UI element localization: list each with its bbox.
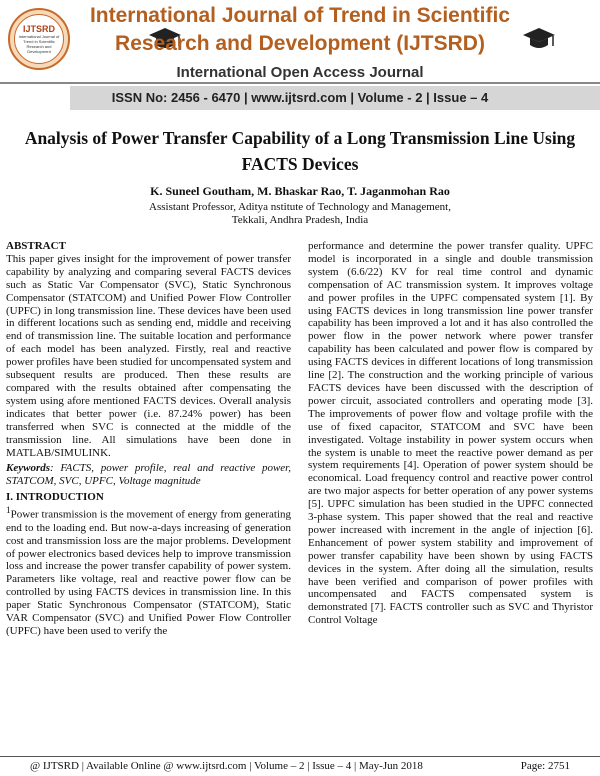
intro-text	[6, 504, 291, 638]
footnote-mark: 1	[6, 505, 11, 516]
abstract-heading: ABSTRACT	[6, 240, 66, 252]
affiliation-line2: Tekkali, Andhra Pradesh, India	[231, 214, 369, 226]
footer-divider	[0, 756, 600, 757]
intro-heading: I. INTRODUCTION	[6, 491, 104, 504]
page-footer	[0, 760, 600, 776]
journal-subtitle: International Open Access Journal	[176, 64, 424, 81]
right-column	[308, 240, 593, 627]
right-column-text: performance and determine the power transfer quality. UPFC model is incorporated in a single and double transmission system (6.6/22) KV for real time control and dynamic compensation of AC transmission system. It improves voltage and power profiles in the UPFC compensated system [1]. By using FACTS devices in long transmission line power transfer capability has been improved a lot and it has also controlled the power flow in the power network where power transfer capability has been calculated and power flow is compared by using FACTS devices in different locations of long transmission line [2]. The construction and the working principle of various FACTS devices have been discussed with the description of power circuit, associated controllers and operating mode [3]. The improvements of power flow and voltage profile with the use of fixed capacitor, STATCOM and SVC have been investigated. Voltage instability in power system occurs when the system is unable to meet the reactive power demand as per system requirements [4]. Operation of power system should be economical. Load frequency control and reactive power control are two major aspects for better operation of any power systems [5]. UPFC simulation has been studied in the UPFC connected 3-phase system. This paper showed that the real and reactive power increased with increment in the angle of injection [6]. Enhancement of power system stability and improvement of power transfer capability have been shown by using FACTS devices in the system. After doing all the simulation, results have been verified and comparison of power profiles with uncompensated and FACTS compensated system is demonstrated [7]. FACTS controller such as SVC and Thyristor Control Voltage	[308, 240, 593, 627]
page-number: Page: 2751	[520, 760, 570, 772]
journal-header	[0, 0, 600, 115]
paper-affiliation	[0, 201, 600, 227]
journal-title-line2: Research and Development (IJTSRD)	[115, 32, 485, 55]
keywords-label: Keywords	[6, 462, 50, 475]
paper-authors: K. Suneel Goutham, M. Bhaskar Rao, T. Jaganmohan Rao	[150, 184, 450, 198]
left-column	[6, 240, 291, 638]
header-divider	[0, 82, 600, 84]
journal-title-line1: International Journal of Trend in Scientific	[89, 4, 511, 27]
affiliation-line1: Assistant Professor, Aditya nstitute of Technology and Management,	[149, 201, 451, 213]
intro-body: Power transmission is the movement of energy from generating end to the loading end. But now-a-days increasing of generation cost and transmission loss are the major problems. Development of power electronics based devices help to improve transmission loss and increase the power transfer capability of power system. Parameters like voltage, real and reactive power flow can be controlled by using FACTS devices in transmission line. In this paper Static Synchronous Compensator (STATCOM), Static VAR Compensator (SVC) and Unified Power Flow Controller (UPFC) have been used to verify the	[6, 508, 291, 637]
keywords-text: : FACTS, power profile, real and reactive power, STATCOM, SVC, UPFC, Voltage magnitude	[6, 462, 291, 488]
logo-subtext: International Journal of Trend in Scientific Research and Development	[18, 34, 60, 54]
abstract-text: This paper gives insight for the improvement of power transfer capability by analyzing and comparing several FACTS devices such as Static Var Compensator (SVC), Static Synchronous Compensator (STATCOM) and Unified Power Flow Controller (UPFC) in long transmission line. These devices have been used in different locations such as sending end, middle and receiving end of transmission line. The suitable location and performance of each model has been analyzed. Firstly, real and reactive power profiles have been studied for uncompensated system and subsequent results are produced. Then these results are compared with the results obtained after compensating the system using afore mentioned FACTS devices. Overall analysis indicates that better power (i.e. 87.24% power) has been transferred when SVC is connected at the middle of the transmission line. All simulations have been done in MATLAB/SIMULINK.	[6, 252, 291, 459]
logo-name: IJTSRD	[22, 24, 55, 34]
footer-info: @ IJTSRD | Available Online @ www.ijtsrd.com | Volume – 2 | Issue – 4 | May-Jun 2018	[30, 760, 423, 772]
issn-line: ISSN No: 2456 - 6470 | www.ijtsrd.com | Volume - 2 | Issue – 4	[111, 90, 489, 105]
paper-title: Analysis of Power Transfer Capability of a Long Transmission Line Using FACTS Devices	[24, 128, 576, 174]
keywords	[6, 462, 291, 488]
